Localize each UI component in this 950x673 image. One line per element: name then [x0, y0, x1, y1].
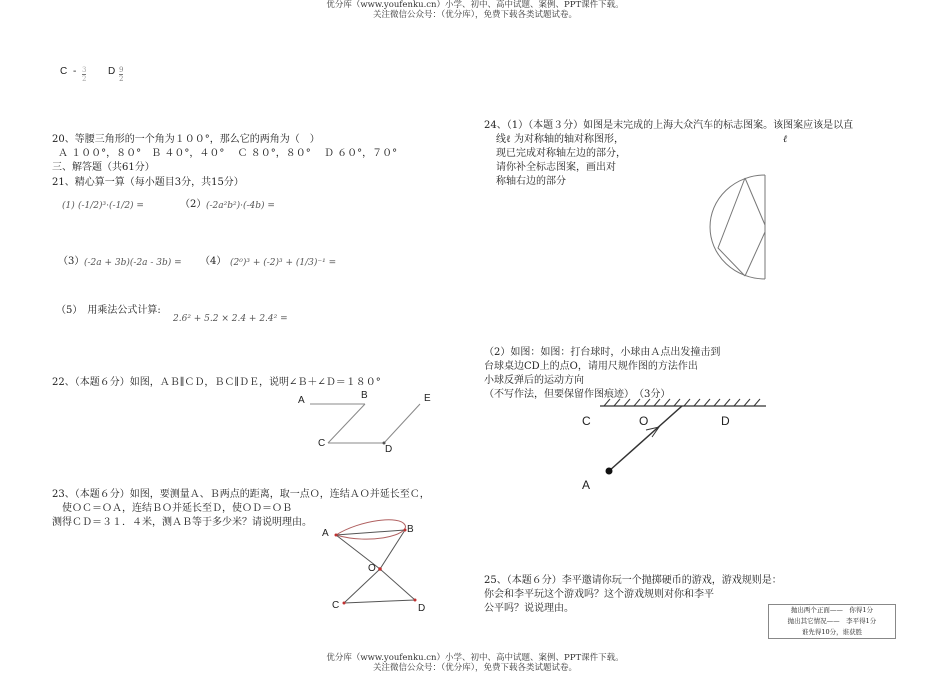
q21-part5-expression: 2.6² + 5.2 × 2.4 + 2.4² = [173, 314, 288, 324]
option-d-label: D [108, 66, 116, 77]
q24-label-o: O [639, 414, 649, 428]
q24-line-2: 线ℓ 为对称轴的轴对称图形， [496, 134, 624, 145]
option-c-minus: - [73, 66, 77, 77]
q23-line-1: 23、（本题６分）如图，要测量Ａ、Ｂ两点的距离，取一点Ｏ，连结ＡＯ并延长至Ｃ， [52, 489, 430, 500]
q24-line-1: 24、（1）（本题３分）如图是末完成的上海大众汽车的标志图案。该图案应该是以直 [484, 120, 854, 131]
q24-line-3: 现已完成对称轴左边的部分， [496, 148, 626, 159]
q23-line-2: 使ＯＣ＝ＯＡ，连结ＢＯ并延长至Ｄ，使ＯＤ＝ＯＢ [62, 503, 292, 514]
q21-part2-expression: (-2a²b²)·(-4b) = [206, 201, 275, 211]
q23-label-o: O [368, 563, 376, 574]
q24-part2-line-1: （2）如图：如图：打台球时，小球由Ａ点出发撞击到 [484, 347, 721, 358]
q22-label-a: A [298, 395, 305, 406]
option-c-denominator: 2 [82, 75, 87, 83]
q24-label-d: D [721, 414, 730, 428]
q24-label-c: C [582, 414, 591, 428]
q24-axis-symbol: ℓ [783, 134, 788, 145]
q22-label-d: D [385, 444, 393, 455]
q21-part1-expression: (-1/2)³·(-1/2) = [78, 201, 144, 211]
q25-rules-box [768, 604, 896, 639]
q25-rule-1: 抛出两个正面—— 你得1分 [790, 606, 874, 614]
q25-rule-3: 谁先得10分，谁获胜 [801, 628, 863, 636]
q23-label-a: A [322, 528, 329, 539]
q21-stem: 21、精心算一算（每小题目3分，共15分） [52, 177, 244, 188]
q24-label-a: A [582, 478, 591, 492]
q21-part1-label: (1) [62, 201, 75, 211]
q25-rule-2: 抛出其它情况—— 李平得1分 [787, 617, 877, 625]
footer-line-1: 优分库（www.youfenku.cn）小学、初中、高中试题、案例、PPT课件下载。 [326, 653, 624, 663]
q21-part5-label: （5） 用乘法公式计算: [56, 305, 161, 316]
q22-label-c: C [318, 438, 326, 449]
q24-part2-line-2: 台球桌边CD上的点O，请用尺规作图的方法作出 [484, 361, 698, 372]
q25-line-3: 公平吗？说说理由。 [484, 603, 574, 614]
option-d-numerator: 9 [119, 66, 124, 74]
q25-line-1: 25、（本题６分）李平邀请你玩一个抛掷硬币的游戏，游戏规则是： [484, 575, 782, 586]
q24-part2-line-4: （不写作法，但要保留作图痕迹） （3分） [484, 389, 671, 400]
option-d-denominator: 2 [119, 75, 124, 83]
q23-line-3: 测得ＣＤ＝３１．４米，测ＡＢ等于多少米？请说明理由。 [52, 517, 312, 528]
q23-label-c: C [332, 600, 340, 611]
header-line-1: 优分库（www.youfenku.cn）小学、初中、高中试题、案例、PPT课件下载。 [326, 0, 624, 10]
footer-line-2: 关注微信公众号：（优分库），免费下载各类试题试卷。 [372, 663, 577, 673]
option-c-numerator: 3 [82, 66, 87, 74]
q24-line-4: 请你补全标志图案，画出对 [496, 162, 616, 173]
q21-part3-label: （3） [58, 256, 85, 267]
q23-label-d: D [418, 603, 426, 614]
q20-options: Ａ １００°，８０° Ｂ ４０°，４０° Ｃ ８０°，８０° Ｄ ６０°，７０° [58, 148, 398, 159]
q21-part4-expression: (2⁰)³ + (-2)³ + (1/3)⁻¹ = [230, 258, 337, 268]
q21-part4-label: （4） [200, 256, 227, 267]
section-3-title: 三、解答题（共61分） [52, 162, 155, 173]
q25-line-2: 你会和李平玩这个游戏吗？这个游戏规则对你和李平 [484, 589, 714, 600]
q24-part2-line-3: 小球反弹后的运动方向 [484, 375, 584, 386]
q23-label-b: B [407, 524, 414, 535]
header-line-2: 关注微信公众号：（优分库），免费下载各类试题试卷。 [372, 10, 577, 20]
q20-stem: 20、等腰三角形的一个角为１００°，那么它的两角为（ ） [52, 134, 320, 145]
q24-ball-a [606, 468, 613, 475]
q21-part2-label: （2） [180, 199, 207, 210]
q24-line-5: 称轴右边的部分 [496, 176, 566, 187]
option-c-label: C [60, 66, 68, 77]
q22-label-b: B [361, 390, 368, 401]
q22-stem: 22、（本题６分）如图，ＡＢ∥ＣＤ，ＢＣ∥ＤＥ，说明∠Ｂ＋∠Ｄ＝１８０° [52, 377, 381, 388]
q22-label-e: E [424, 393, 431, 404]
q21-part3-expression: (-2a + 3b)(-2a - 3b) = [84, 258, 182, 268]
q24-table-hatching [604, 399, 760, 406]
